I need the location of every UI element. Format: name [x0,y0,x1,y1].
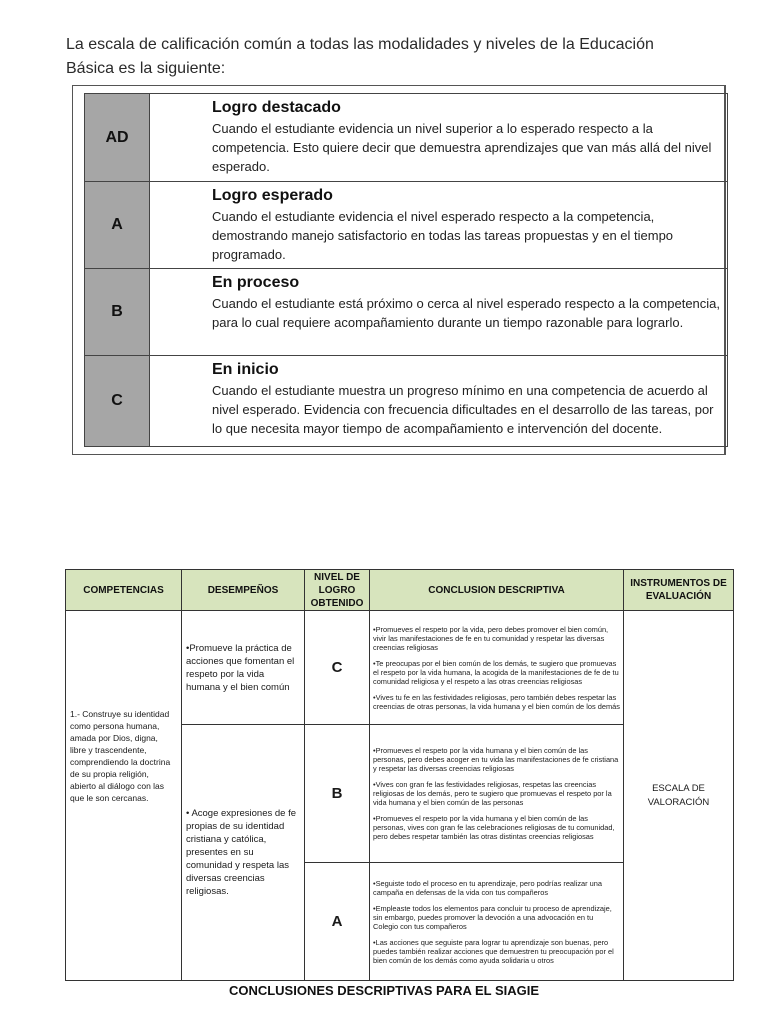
footer-title: CONCLUSIONES DESCRIPTIVAS PARA EL SIAGIE [228,983,540,998]
scale-title: En inicio [212,361,279,378]
desempeno-cell: •Promueve la práctica de acciones que fomentan el respeto por la vida humana y el bien común [182,611,305,725]
level-a: A [305,863,370,981]
scale-text: Cuando el estudiante muestra un progreso mínimo en una competencia de acuerdo al nivel esperado. Evidencia con frecuencia dificultades en el desarrollo de las tareas, por lo que necesita mayor tiempo de acompañamiento e intervención del docente. [212,383,714,436]
scale-code: A [85,182,150,269]
level-b: B [305,725,370,863]
header-instrumentos: INSTRUMENTOS DE EVALUACIÓN [624,570,734,611]
instrumento-cell: ESCALA DE VALORACIÓN [624,611,734,981]
conclusion-cell [370,611,624,725]
conclusion-text: •Seguiste todo el proceso en tu aprendizaje, pero podrías realizar una campaña en defensas de la vida con tus compañeros [373,878,602,897]
scale-text: Cuando el estudiante evidencia un nivel superior a lo esperado respecto a la competencia. Esto quiere decir que demuestra aprendizajes que van más allá del nivel esperado. [212,121,712,174]
conclusion-text: •Promueves el respeto por la vida humana y el bien común de las personas, vives con gran fe las celebraciones religiosas de tu comunidad, pero debes respetar también las otras distintas creencias religiosas [373,814,615,841]
scale-title: Logro destacado [212,99,341,116]
level-c: C [305,611,370,725]
desempeno-cell: • Acoge expresiones de fe propias de su identidad cristiana y católica, presentes en su comunidad y respeta las diversas creencias religiosas. [182,725,305,981]
scale-row-c [85,356,728,447]
header-competencias: COMPETENCIAS [66,570,182,611]
scale-text: Cuando el estudiante evidencia el nivel esperado respecto a la competencia, demostrando manejo satisfactorio en todas las tareas propuestas y en el tiempo programado. [212,209,674,262]
conclusion-text: •Promueves el respeto por la vida, pero debes promover el bien común, vivir las manifestaciones de fe en tu comunidad y respetar las diversas creencias religiosas [373,624,609,652]
conclusion-cell [370,725,624,863]
conclusion-text: •Promueves el respeto por la vida humana y el bien común de las personas, pero debes acoger en tu vida las manifestaciones de fe cristiana y respetar las diversas creencias religiosas [373,746,619,773]
scale-code: C [85,356,150,447]
scale-row-b [85,269,728,356]
table-row [66,611,734,725]
header-conclusion: CONCLUSION DESCRIPTIVA [370,570,624,611]
header-desempenos: DESEMPEÑOS [182,570,305,611]
header-nivel: NIVEL DE LOGRO OBTENIDO [305,570,370,611]
competencia-cell: 1.- Construye su identidad como persona humana, amada por Dios, digna, libre y trascendente, comprendiendo la doctrina de su propia religión, abierto al diálogo con las que le son cercanas. [66,611,182,981]
scale-text: Cuando el estudiante está próximo o cerca al nivel esperado respecto a la competencia, para lo cual requiere acompañamiento durante un tiempo razonable para lograrlo. [212,296,721,330]
scale-row-a [85,182,728,269]
conclusion-cell [370,863,624,981]
conclusion-text: •Las acciones que seguiste para lograr tu aprendizaje son buenas, pero puedes también realizar acciones que demuestren tu preocupación por el bien común de los demás como ayuda solidaria u otros [373,937,614,965]
scale-title: Logro esperado [212,187,333,204]
conclusion-text: •Empleaste todos los elementos para concluir tu proceso de aprendizaje, sin embargo, puedes promover la devoción a una advocación en tu Colegio con tus compañeros [373,903,612,931]
scale-title: En proceso [212,274,300,291]
conclusion-text: •Te preocupas por el bien común de los demás, te sugiero que promuevas el respeto por la vida humana, la acogida de la manifestaciones de fe de tu comunidad religiosa y el respeto a las otras creencias religiosas [373,658,619,686]
table-header-row [66,570,734,611]
scale-code: AD [85,94,150,182]
conclusion-text: •Vives tu fe en las festividades religiosas, pero también debes respetar las creencias de otras personas, la vida humana y el bien común de los demás [373,692,620,711]
intro-text: La escala de calificación común a todas las modalidades y niveles de la Educación Básica es la siguiente: [66,36,654,77]
scale-code: B [85,269,150,356]
scale-row-ad [85,94,728,182]
conclusion-text: •Vives con gran fe las festividades religiosas, respetas las creencias religiosas de los demás, pero te sugiero que promuevas el respeto por la vida humana y el bien común de las personas [373,780,612,807]
rating-scale-table [84,93,728,447]
conclusions-table [65,569,734,981]
